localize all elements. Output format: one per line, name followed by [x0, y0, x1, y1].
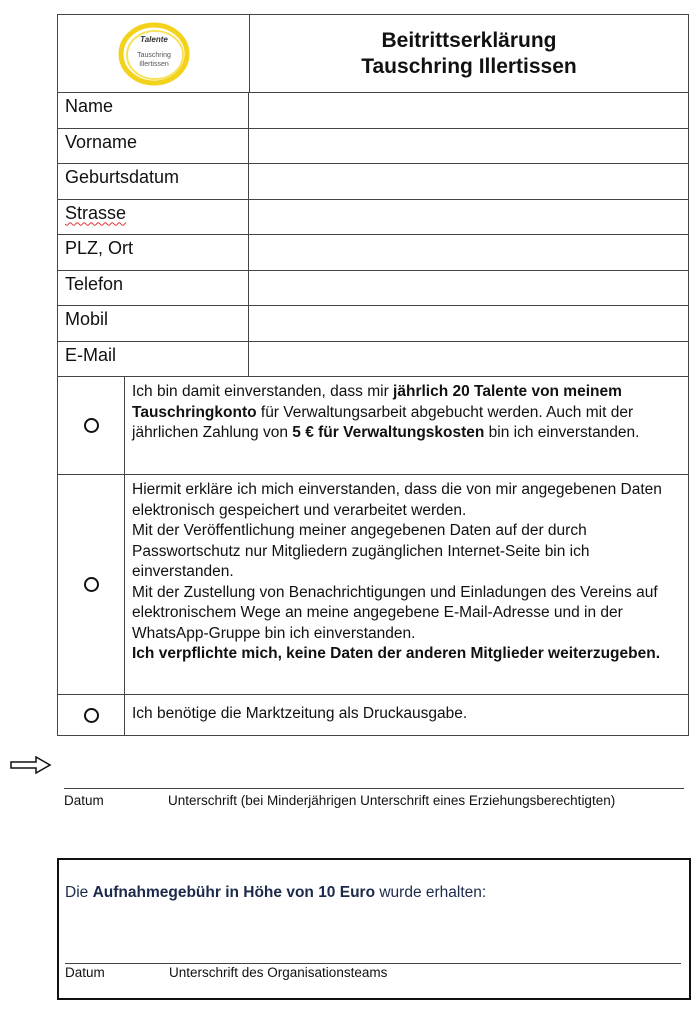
consent-data-p2: Mit der Veröffentlichung meiner angegebenen Daten auf der durch Passwortschutz nur Mitgliedern zugänglichen Internet-Seite bin ich einverstanden.: [132, 522, 590, 580]
consent-print: [58, 695, 688, 735]
field-row-plz-ort: [58, 235, 688, 271]
logo-word-top: Talente: [139, 34, 168, 44]
consent-fees-text: [125, 377, 688, 474]
field-row-vorname: [58, 129, 688, 165]
form-header: [58, 15, 688, 93]
arrow-right-icon: [10, 756, 52, 774]
logo: [58, 15, 250, 92]
field-row-geburtsdatum: [58, 164, 688, 200]
field-row-strasse: [58, 200, 688, 236]
field-value-name[interactable]: [249, 93, 688, 128]
fee-text: [65, 884, 486, 902]
signature-date-label: Datum: [64, 793, 104, 808]
consent-data-p3: Mit der Zustellung von Benachrichtigungen und Einladungen des Vereins auf elektronischem Wege an meine angegebene E-Mail-Adresse und in der WhatsApp-Gruppe bin ich einverstanden.: [132, 583, 658, 642]
field-row-telefon: [58, 271, 688, 307]
consent-data-radio[interactable]: [84, 577, 99, 592]
field-value-telefon[interactable]: [249, 271, 688, 306]
field-label-telefon: Telefon: [58, 271, 249, 306]
fee-signature-line[interactable]: [65, 963, 681, 964]
title-line2: Tauschring Illertissen: [361, 54, 577, 78]
consent-fees: [58, 377, 688, 475]
field-row-name: [58, 93, 688, 129]
consent-print-radio[interactable]: [84, 708, 99, 723]
fee-b1: Aufnahmegebühr in Höhe von 10 Euro: [92, 884, 376, 901]
field-value-strasse[interactable]: [249, 200, 688, 235]
consent-data-text: [125, 475, 688, 694]
consent-fees-t2: für Verwaltungsarbeit abgebucht werden. Auch mit der jährlichen Zahlung von: [132, 403, 634, 441]
field-label-strasse: Strasse: [65, 202, 127, 223]
field-row-mobil: [58, 306, 688, 342]
logo-word-line1: Tauschring: [136, 51, 171, 59]
fee-sign-label: Unterschrift des Organisationsteams: [169, 965, 388, 980]
field-label-plz-ort: PLZ, Ort: [58, 235, 249, 270]
title-line1: Beitrittserklärung: [381, 28, 557, 52]
form-title: [250, 15, 688, 92]
consent-fees-b1: jährlich 20 Talente von meinem Tauschringkonto: [132, 383, 622, 421]
field-label-geburtsdatum: Geburtsdatum: [58, 164, 249, 199]
consent-data-b1: Ich verpflichte mich, keine Daten der anderen Mitglieder weiterzugeben.: [132, 645, 660, 662]
consent-data: [58, 475, 688, 695]
field-value-vorname[interactable]: [249, 129, 688, 164]
field-value-email[interactable]: [249, 342, 688, 377]
field-label-mobil: Mobil: [58, 306, 249, 341]
fee-box: [57, 858, 691, 1000]
consent-fees-b2: 5 € für Verwaltungskosten: [292, 424, 485, 441]
membership-form: [57, 14, 689, 736]
field-row-email: [58, 342, 688, 378]
fee-t2: wurde erhalten:: [375, 884, 487, 901]
field-value-plz-ort[interactable]: [249, 235, 688, 270]
consent-data-p1: Hiermit erkläre ich mich einverstanden, dass die von mir angegebenen Daten elektronisch gespeichert und verarbeitet werden.: [132, 481, 662, 519]
fee-t1: Die: [65, 884, 93, 901]
logo-sun-icon: [115, 21, 193, 87]
logo-word-line2: Illertissen: [138, 60, 169, 68]
consent-fees-t1: Ich bin damit einverstanden, dass mir: [132, 383, 394, 400]
field-value-mobil[interactable]: [249, 306, 688, 341]
fee-date-label: Datum: [65, 965, 105, 980]
field-value-geburtsdatum[interactable]: [249, 164, 688, 199]
field-label-name: Name: [58, 93, 249, 128]
consent-fees-t3: bin ich einverstanden.: [484, 424, 640, 441]
signature-sign-label: Unterschrift (bei Minderjährigen Unterschrift eines Erziehungsberechtigten): [168, 793, 616, 808]
field-label-vorname: Vorname: [58, 129, 249, 164]
consent-print-text: Ich benötige die Marktzeitung als Druckausgabe.: [132, 705, 468, 722]
consent-fees-radio[interactable]: [84, 418, 99, 433]
signature-line[interactable]: [64, 788, 684, 789]
field-label-email: E-Mail: [58, 342, 249, 377]
